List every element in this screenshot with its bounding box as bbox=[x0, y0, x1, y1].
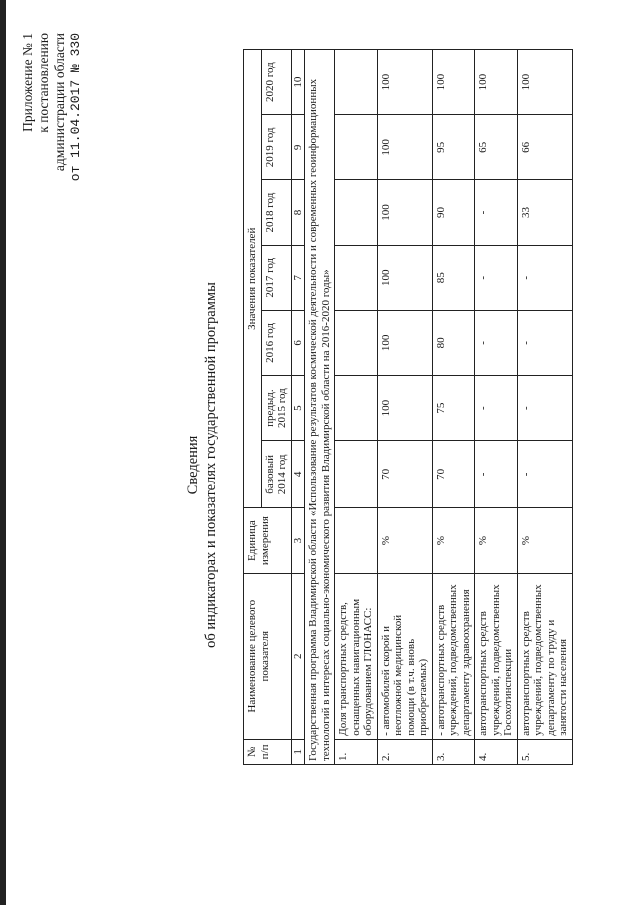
row-name: Доля транспортных средств, оснащенных навигационным оборудованием ГЛОНАСС: bbox=[335, 573, 378, 739]
row-value bbox=[335, 115, 378, 180]
row-value: - bbox=[475, 245, 518, 310]
row-value bbox=[335, 245, 378, 310]
row-num: 4. bbox=[475, 739, 518, 764]
column-number: 1 bbox=[291, 739, 305, 764]
row-value: - bbox=[517, 310, 572, 375]
row-num: 3. bbox=[432, 739, 475, 764]
row-value bbox=[335, 441, 378, 508]
title-line: Сведения bbox=[185, 435, 201, 495]
row-value: 66 bbox=[517, 115, 572, 180]
header-year: 2019 год bbox=[261, 115, 291, 180]
row-value: 70 bbox=[432, 441, 475, 508]
row-value: 33 bbox=[517, 180, 572, 245]
document-title bbox=[184, 145, 220, 785]
row-value: 70 bbox=[377, 441, 432, 508]
header-unit: Единица измерения bbox=[244, 508, 292, 573]
row-value: 100 bbox=[377, 376, 432, 441]
table-row bbox=[475, 50, 518, 765]
row-unit bbox=[335, 508, 378, 573]
program-title: Государственная программа Владимирской области «Использование результатов космической деятельности и современных геоинформационных технологий в интересах социально-экономического развития Владимирской области на 2016-2020 годы» bbox=[305, 50, 335, 765]
row-num: 5. bbox=[517, 739, 572, 764]
row-value: - bbox=[517, 245, 572, 310]
table-row bbox=[517, 50, 572, 765]
header-year: 2020 год bbox=[261, 50, 291, 115]
appendix-line: к постановлению bbox=[36, 33, 51, 133]
column-number: 6 bbox=[291, 310, 305, 375]
column-number: 9 bbox=[291, 115, 305, 180]
row-name: автотранспортных средств учреждений, подведомственных Госохотинспекции bbox=[475, 573, 518, 739]
row-value: 65 bbox=[475, 115, 518, 180]
row-value: 100 bbox=[377, 245, 432, 310]
row-value: 80 bbox=[432, 310, 475, 375]
appendix-block bbox=[20, 33, 84, 233]
header-num: № п/п bbox=[244, 739, 292, 764]
row-value: 100 bbox=[475, 50, 518, 115]
row-unit: % bbox=[517, 508, 572, 573]
row-value: 100 bbox=[377, 180, 432, 245]
column-number: 10 bbox=[291, 50, 305, 115]
row-value: - bbox=[475, 310, 518, 375]
table-row bbox=[432, 50, 475, 765]
row-value: - bbox=[517, 376, 572, 441]
header-year: 2018 год bbox=[261, 180, 291, 245]
header-year: 2017 год bbox=[261, 245, 291, 310]
row-value: 100 bbox=[377, 115, 432, 180]
indicators-table bbox=[243, 49, 573, 765]
row-unit: % bbox=[377, 508, 432, 573]
row-value: - bbox=[475, 376, 518, 441]
table-row bbox=[377, 50, 432, 765]
row-name: - автотранспортных средств учреждений, подведомственных департаменту здравоохранения bbox=[432, 573, 475, 739]
column-number: 8 bbox=[291, 180, 305, 245]
row-value: 100 bbox=[432, 50, 475, 115]
row-value: - bbox=[517, 441, 572, 508]
row-value: 100 bbox=[517, 50, 572, 115]
row-unit: % bbox=[432, 508, 475, 573]
column-number: 4 bbox=[291, 441, 305, 508]
row-name: - автомобилей скорой и неотложной медицинской помощи (в т.ч. вновь приобретаемых) bbox=[377, 573, 432, 739]
row-name: автотранспортных средств учреждений, подведомственных департаменту по труду и занятости населения bbox=[517, 573, 572, 739]
column-number: 2 bbox=[291, 573, 305, 739]
appendix-line: Приложение № 1 bbox=[20, 33, 35, 132]
column-number: 3 bbox=[291, 508, 305, 573]
title-line: об индикаторах и показателях государственной программы bbox=[203, 282, 219, 648]
row-value bbox=[335, 50, 378, 115]
row-value: 75 bbox=[432, 376, 475, 441]
header-name: Наименование целевого показателя bbox=[244, 573, 292, 739]
row-value: 90 bbox=[432, 180, 475, 245]
row-value: 100 bbox=[377, 50, 432, 115]
row-value bbox=[335, 180, 378, 245]
row-value: 85 bbox=[432, 245, 475, 310]
column-number: 7 bbox=[291, 245, 305, 310]
header-year: базовый 2014 год bbox=[261, 441, 291, 508]
row-unit: % bbox=[475, 508, 518, 573]
row-value: - bbox=[475, 441, 518, 508]
appendix-date: от 11.04.2017 № 330 bbox=[68, 33, 83, 182]
appendix-line: администрации области bbox=[52, 33, 67, 172]
row-value bbox=[335, 376, 378, 441]
row-num: 2. bbox=[377, 739, 432, 764]
header-values-group: Значения показателей bbox=[244, 50, 262, 508]
table-row bbox=[335, 50, 378, 765]
row-value: 100 bbox=[377, 310, 432, 375]
row-value: - bbox=[475, 180, 518, 245]
row-value bbox=[335, 310, 378, 375]
header-year: 2016 год bbox=[261, 310, 291, 375]
column-number: 5 bbox=[291, 376, 305, 441]
header-year: предыд. 2015 год bbox=[261, 376, 291, 441]
row-num: 1. bbox=[335, 739, 378, 764]
row-value: 95 bbox=[432, 115, 475, 180]
